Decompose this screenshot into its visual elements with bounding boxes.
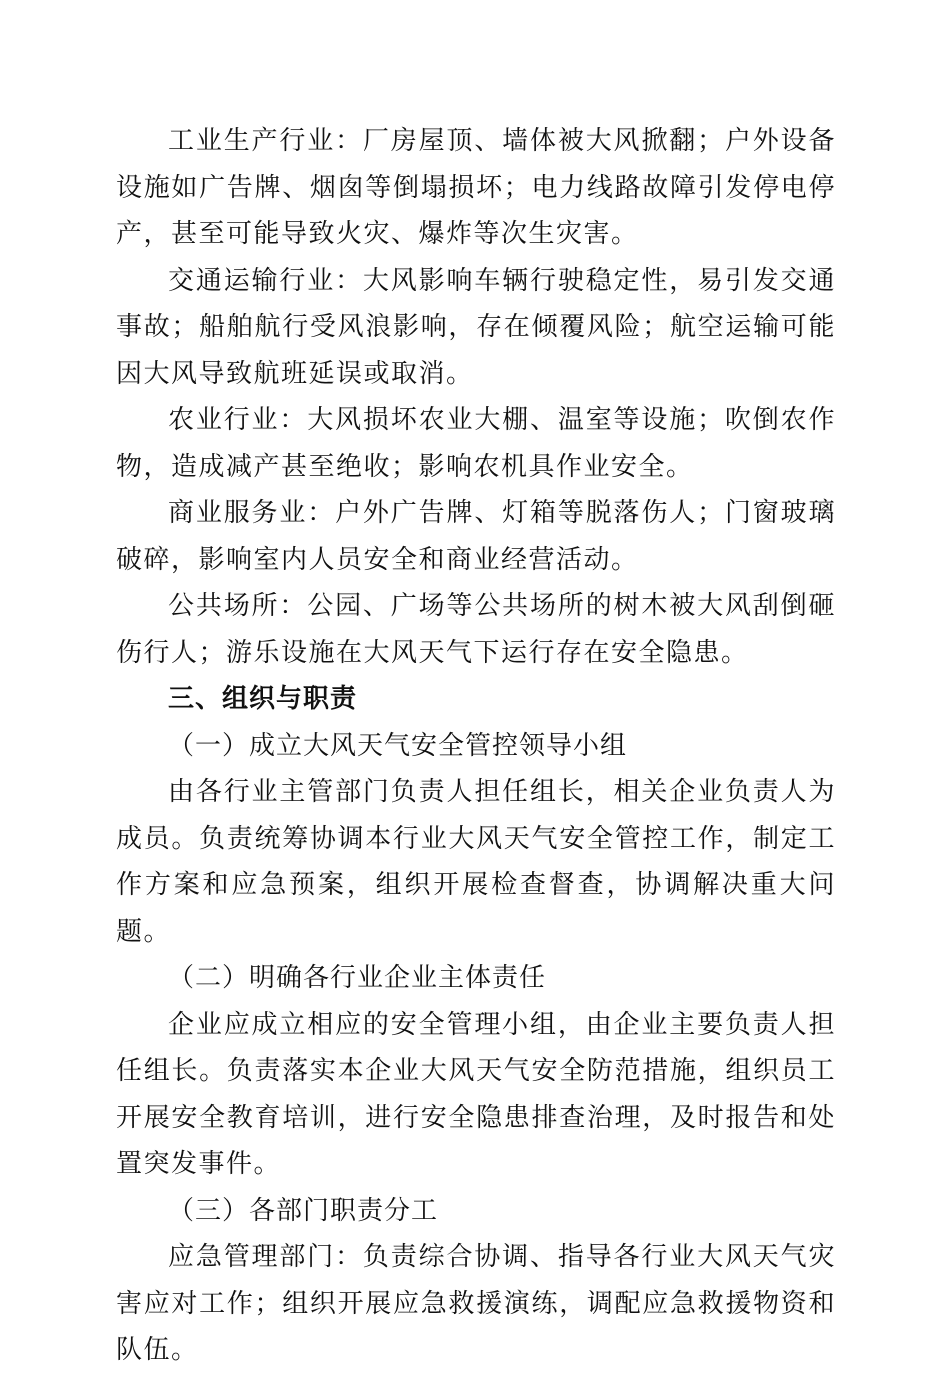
- document-body: [116, 118, 836, 1374]
- paragraph-public-places: 公共场所：公园、广场等公共场所的树木被大风刮倒砸伤行人；游乐设施在大风天气下运行存在安全隐患。: [116, 591, 836, 668]
- paragraph-agriculture: 农业行业：大风损坏农业大棚、温室等设施；吹倒农作物，造成减产甚至绝收；影响农机具作业安全。: [116, 405, 836, 482]
- paragraph-emergency-management: 应急管理部门：负责综合协调、指导各行业大风天气灾害应对工作；组织开展应急救援演练，调配应急救援物资和队伍。: [116, 1242, 836, 1365]
- subheading-enterprise-responsibility: （二）明确各行业企业主体责任: [168, 963, 547, 993]
- section-heading-organization: 三、组织与职责: [168, 684, 358, 714]
- subheading-department-duties: （三）各部门职责分工: [168, 1195, 439, 1226]
- paragraph-commercial-services: 商业服务业：户外广告牌、灯箱等脱落伤人；门窗玻璃破碎，影响室内人员安全和商业经营活动。: [116, 498, 836, 575]
- subheading-leading-group: （一）成立大风天气安全管控领导小组: [168, 730, 628, 761]
- paragraph-industrial-production: 工业生产行业：厂房屋顶、墙体被大风掀翻；户外设备设施如广告牌、烟囱等倒塌损坏；电力线路故障引发停电停产，甚至可能导致火灾、爆炸等次生灾害。: [116, 126, 836, 249]
- paragraph-transportation: 交通运输行业：大风影响车辆行驶稳定性，易引发交通事故；船舶航行受风浪影响，存在倾覆风险；航空运输可能因大风导致航班延误或取消。: [116, 265, 836, 389]
- paragraph-leading-group: 由各行业主管部门负责人担任组长，相关企业负责人为成员。负责统筹协调本行业大风天气安全管控工作，制定工作方案和应急预案，组织开展检查督查，协调解决重大问题。: [116, 777, 836, 947]
- paragraph-enterprise-responsibility: 企业应成立相应的安全管理小组，由企业主要负责人担任组长。负责落实本企业大风天气安全防范措施，组织员工开展安全教育培训，进行安全隐患排查治理，及时报告和处置突发事件。: [116, 1009, 836, 1179]
